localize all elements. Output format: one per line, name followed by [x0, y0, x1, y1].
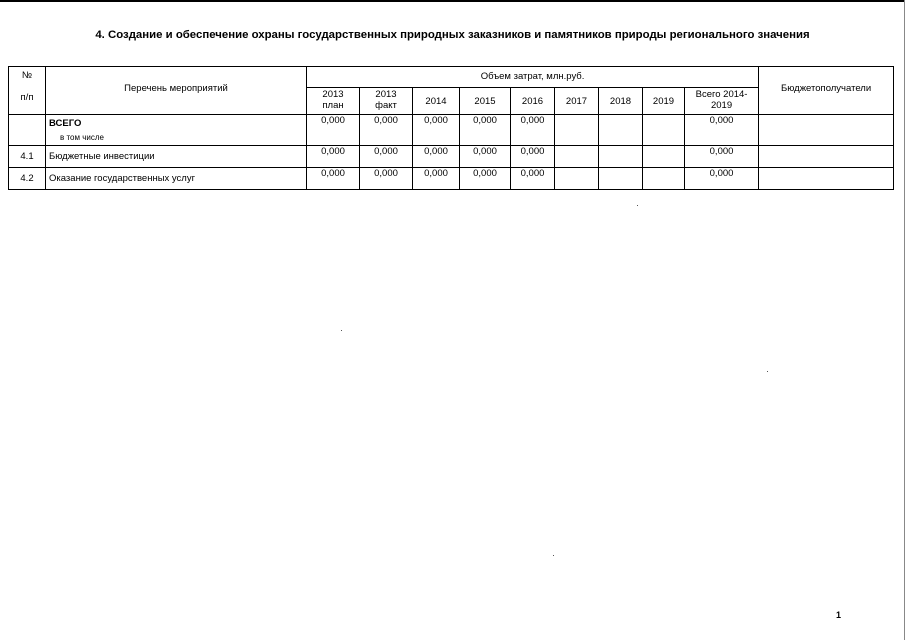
value-cell: 0,000 — [307, 146, 360, 168]
year-label: 2016 — [521, 96, 544, 107]
page-number: 1 — [836, 610, 842, 620]
header-year-cell — [360, 88, 413, 115]
top-border-rule — [0, 0, 905, 2]
value-cell: 0,000 — [511, 146, 555, 168]
scan-speck — [553, 555, 554, 556]
header-list-cell — [46, 67, 307, 115]
value-cell: 0,000 — [460, 115, 511, 146]
row-name-cell — [46, 115, 307, 146]
value-cell: 0,000 — [511, 168, 555, 190]
header-number-label: № — [21, 70, 33, 81]
scan-speck — [637, 205, 638, 206]
value-cell: 0,000 — [511, 115, 555, 146]
expenses-table — [8, 66, 894, 190]
value-cell — [555, 168, 599, 190]
value-cell — [643, 146, 685, 168]
value-cell: 0,000 — [460, 168, 511, 190]
row-number: 4.1 — [9, 146, 46, 168]
total-sublabel: 2019 — [710, 100, 733, 111]
year-label: 2019 — [652, 96, 675, 107]
value-cell — [599, 168, 643, 190]
total-cell: 0,000 — [685, 146, 759, 168]
year-label: 2013 — [322, 89, 344, 100]
scan-speck — [341, 330, 342, 331]
row-name: Бюджетные инвестиции — [46, 146, 307, 168]
year-sublabel: план — [322, 100, 344, 111]
table-row — [9, 146, 894, 168]
year-sublabel: факт — [375, 100, 397, 111]
row-name: Оказание государственных услуг — [46, 168, 307, 190]
row-name: ВСЕГО — [49, 118, 82, 129]
total-label: Всего 2014- — [695, 89, 748, 100]
value-cell: 0,000 — [413, 146, 460, 168]
page-title: 4. Создание и обеспечение охраны государственных природных заказников и памятников природы регионального значения — [95, 29, 810, 41]
value-cell: 0,000 — [360, 168, 413, 190]
header-year-cell — [643, 88, 685, 115]
header-year-cell — [511, 88, 555, 115]
value-cell — [643, 115, 685, 146]
table-row — [9, 115, 894, 146]
header-total-cell — [685, 88, 759, 115]
value-cell: 0,000 — [413, 168, 460, 190]
value-cell — [555, 146, 599, 168]
row-number: 4.2 — [9, 168, 46, 190]
value-cell — [599, 115, 643, 146]
total-cell: 0,000 — [685, 168, 759, 190]
scan-speck — [767, 371, 768, 372]
header-volume-cell — [307, 67, 759, 88]
recipient-cell — [759, 168, 894, 190]
header-year-cell — [413, 88, 460, 115]
value-cell: 0,000 — [460, 146, 511, 168]
value-cell — [599, 146, 643, 168]
header-year-cell — [599, 88, 643, 115]
year-label: 2018 — [609, 96, 632, 107]
value-cell: 0,000 — [307, 115, 360, 146]
row-number — [9, 115, 46, 146]
header-volume-label: Объем затрат, млн.руб. — [480, 71, 585, 82]
value-cell: 0,000 — [307, 168, 360, 190]
table-row — [9, 168, 894, 190]
header-year-cell — [555, 88, 599, 115]
year-label: 2017 — [565, 96, 588, 107]
header-number-cell — [9, 67, 46, 115]
year-label: 2014 — [425, 96, 447, 107]
header-recipients-cell — [759, 67, 894, 115]
value-cell: 0,000 — [413, 115, 460, 146]
recipient-cell — [759, 146, 894, 168]
value-cell: 0,000 — [360, 115, 413, 146]
value-cell — [643, 168, 685, 190]
header-list-label: Перечень мероприятий — [124, 83, 228, 94]
header-recipients-label: Бюджетополучатели — [781, 83, 872, 94]
header-pp-label: п/п — [20, 92, 34, 103]
header-year-cell — [460, 88, 511, 115]
row-subtext: в том числе — [60, 133, 104, 142]
value-cell: 0,000 — [360, 146, 413, 168]
total-cell: 0,000 — [685, 115, 759, 146]
value-cell — [555, 115, 599, 146]
year-label: 2015 — [474, 96, 496, 107]
header-year-cell — [307, 88, 360, 115]
recipient-cell — [759, 115, 894, 146]
year-label: 2013 — [375, 89, 397, 100]
